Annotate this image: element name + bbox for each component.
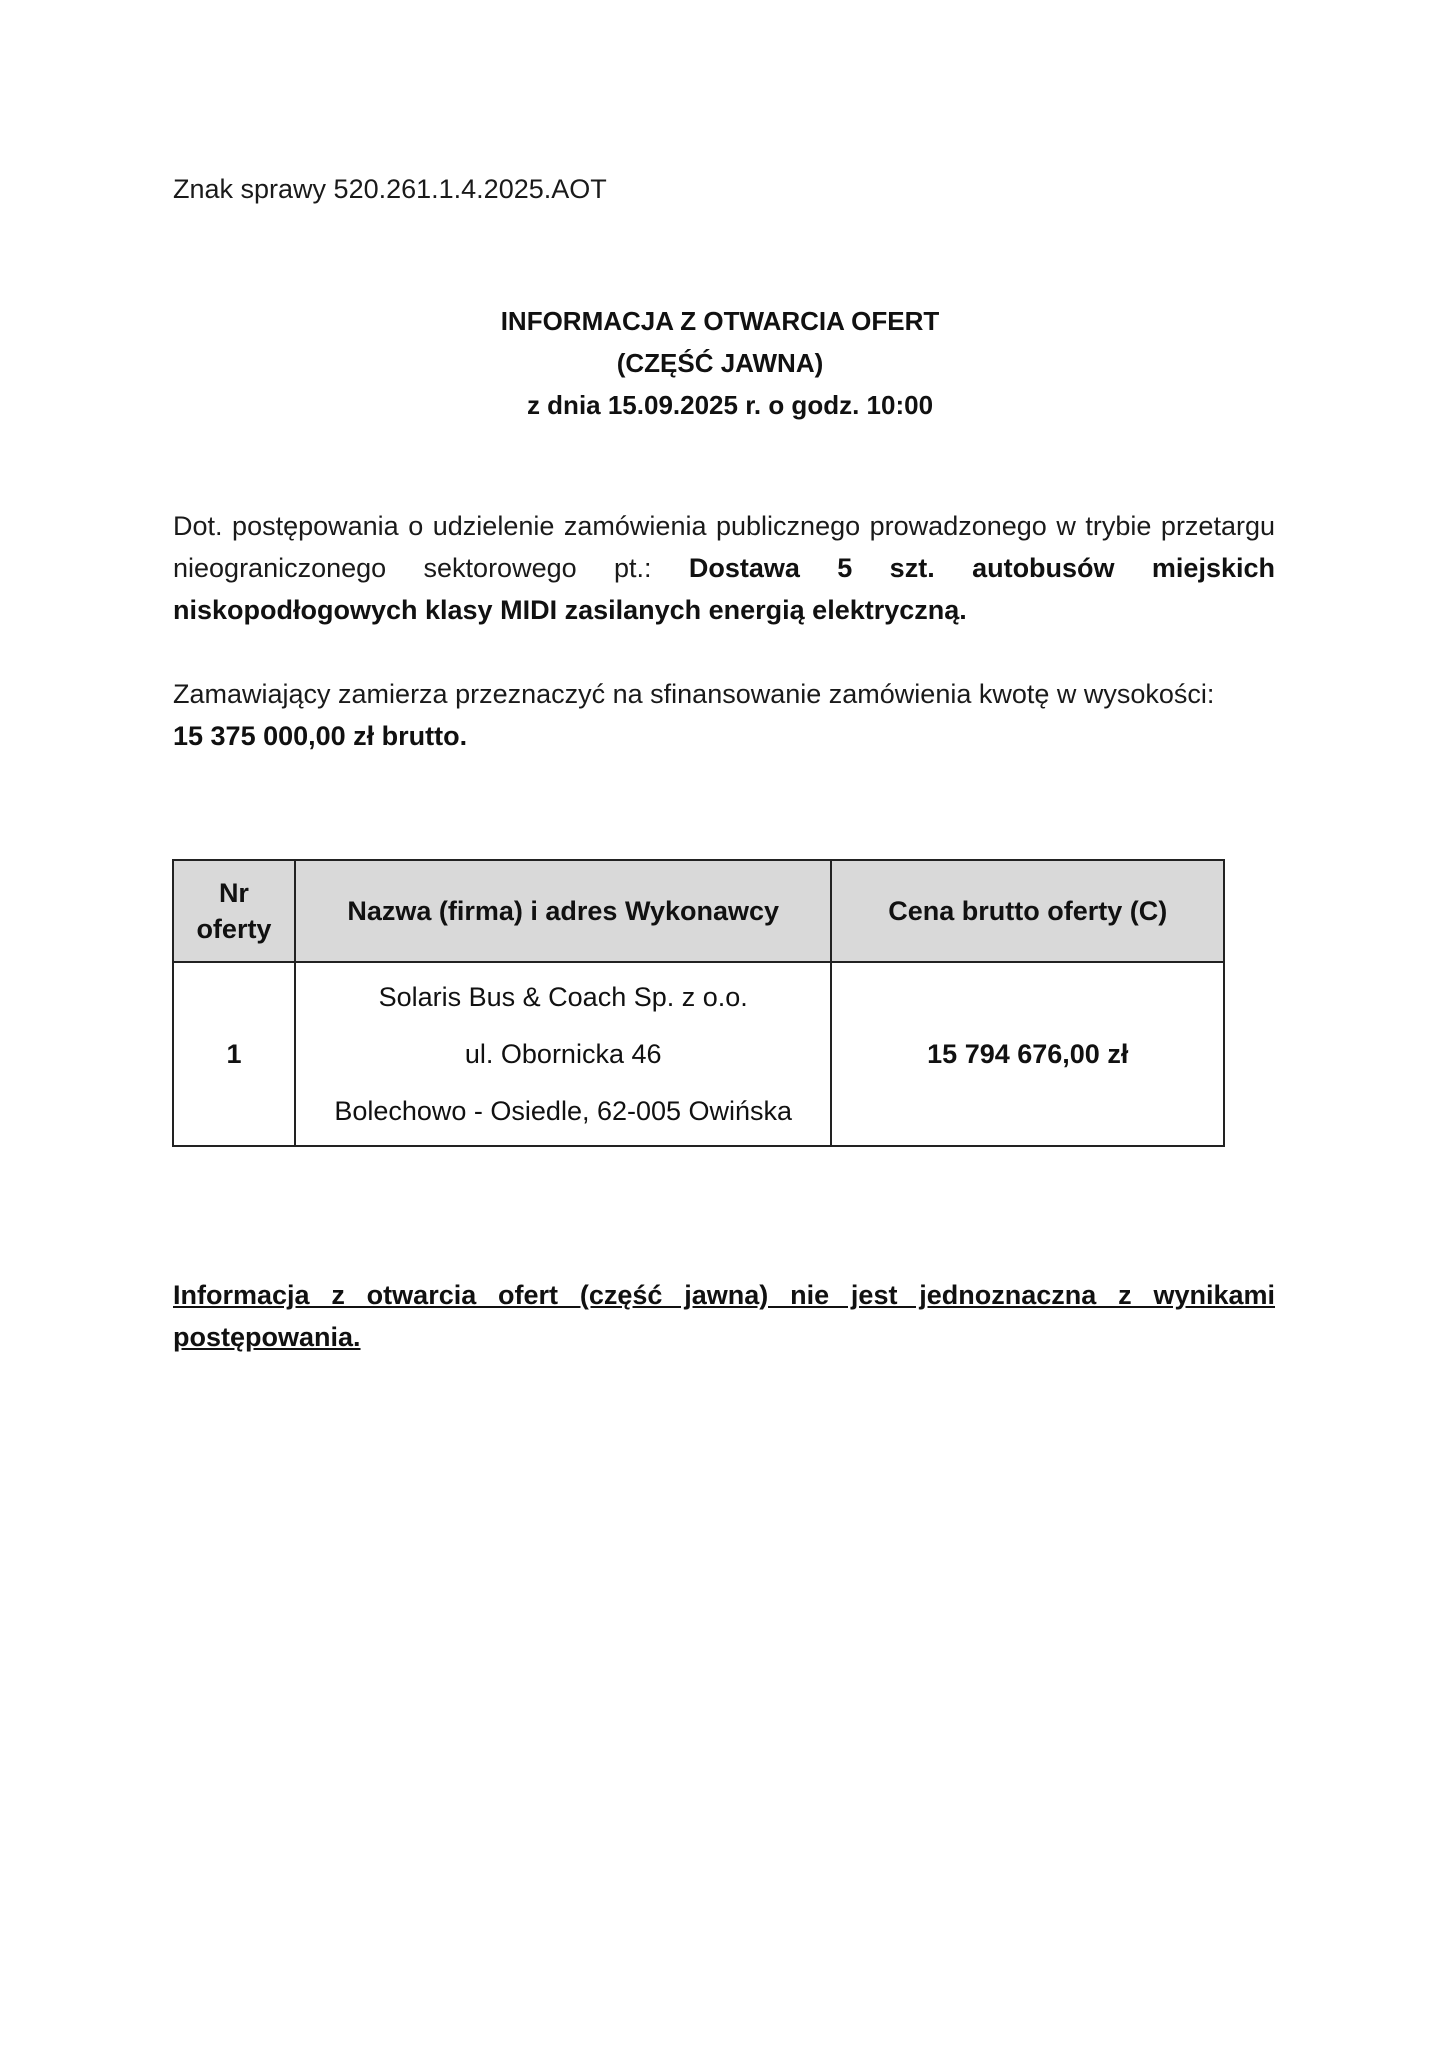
disclaimer-note: Informacja z otwarcia ofert (część jawna) nie jest jednoznaczna z wynikami postępowania. bbox=[173, 1280, 1275, 1352]
offers-table-header-row bbox=[173, 860, 1224, 962]
header-offer-number-line1: Nr bbox=[218, 878, 249, 908]
table-row bbox=[173, 962, 1224, 1146]
header-contractor-name: Nazwa (firma) i adres Wykonawcy bbox=[295, 860, 832, 962]
title-line-1: INFORMACJA Z OTWARCIA OFERT bbox=[500, 306, 940, 336]
procedure-paragraph bbox=[173, 505, 1275, 631]
document-title bbox=[340, 300, 1100, 426]
budget-text: Zamawiający zamierza przeznaczyć na sfinansowanie zamówienia kwotę w wysokości: bbox=[173, 679, 1215, 709]
offer-price-cell: 15 794 676,00 zł bbox=[831, 962, 1224, 1146]
budget-amount: 15 375 000,00 zł brutto. bbox=[173, 721, 468, 751]
header-gross-price: Cena brutto oferty (C) bbox=[831, 860, 1224, 962]
budget-paragraph bbox=[173, 673, 1275, 757]
offers-table bbox=[172, 859, 1225, 1147]
procedure-intro: Dot. postępowania o udzielenie zamówienia publicznego prowadzonego w trybie przetargu nieograniczonego sektorowego pt.: bbox=[173, 511, 1275, 583]
header-offer-number-line2: oferty bbox=[196, 914, 272, 944]
case-reference: Znak sprawy 520.261.1.4.2025.AOT bbox=[173, 174, 607, 204]
procedure-subject: Dostawa 5 szt. autobusów miejskich niskopodłogowych klasy MIDI zasilanych energią elektryczną. bbox=[173, 553, 1275, 625]
contractor-city: Bolechowo - Osiedle, 62-005 Owińska bbox=[334, 1095, 793, 1126]
contractor-street: ul. Obornicka 46 bbox=[464, 1038, 662, 1069]
title-line-2: (CZĘŚĆ JAWNA) bbox=[616, 348, 824, 378]
offer-number-cell: 1 bbox=[173, 962, 295, 1146]
header-offer-number bbox=[173, 860, 295, 962]
contractor-cell bbox=[295, 962, 832, 1146]
title-date-line: z dnia 15.09.2025 r. o godz. 10:00 bbox=[526, 390, 934, 420]
contractor-name: Solaris Bus & Coach Sp. z o.o. bbox=[378, 981, 748, 1012]
